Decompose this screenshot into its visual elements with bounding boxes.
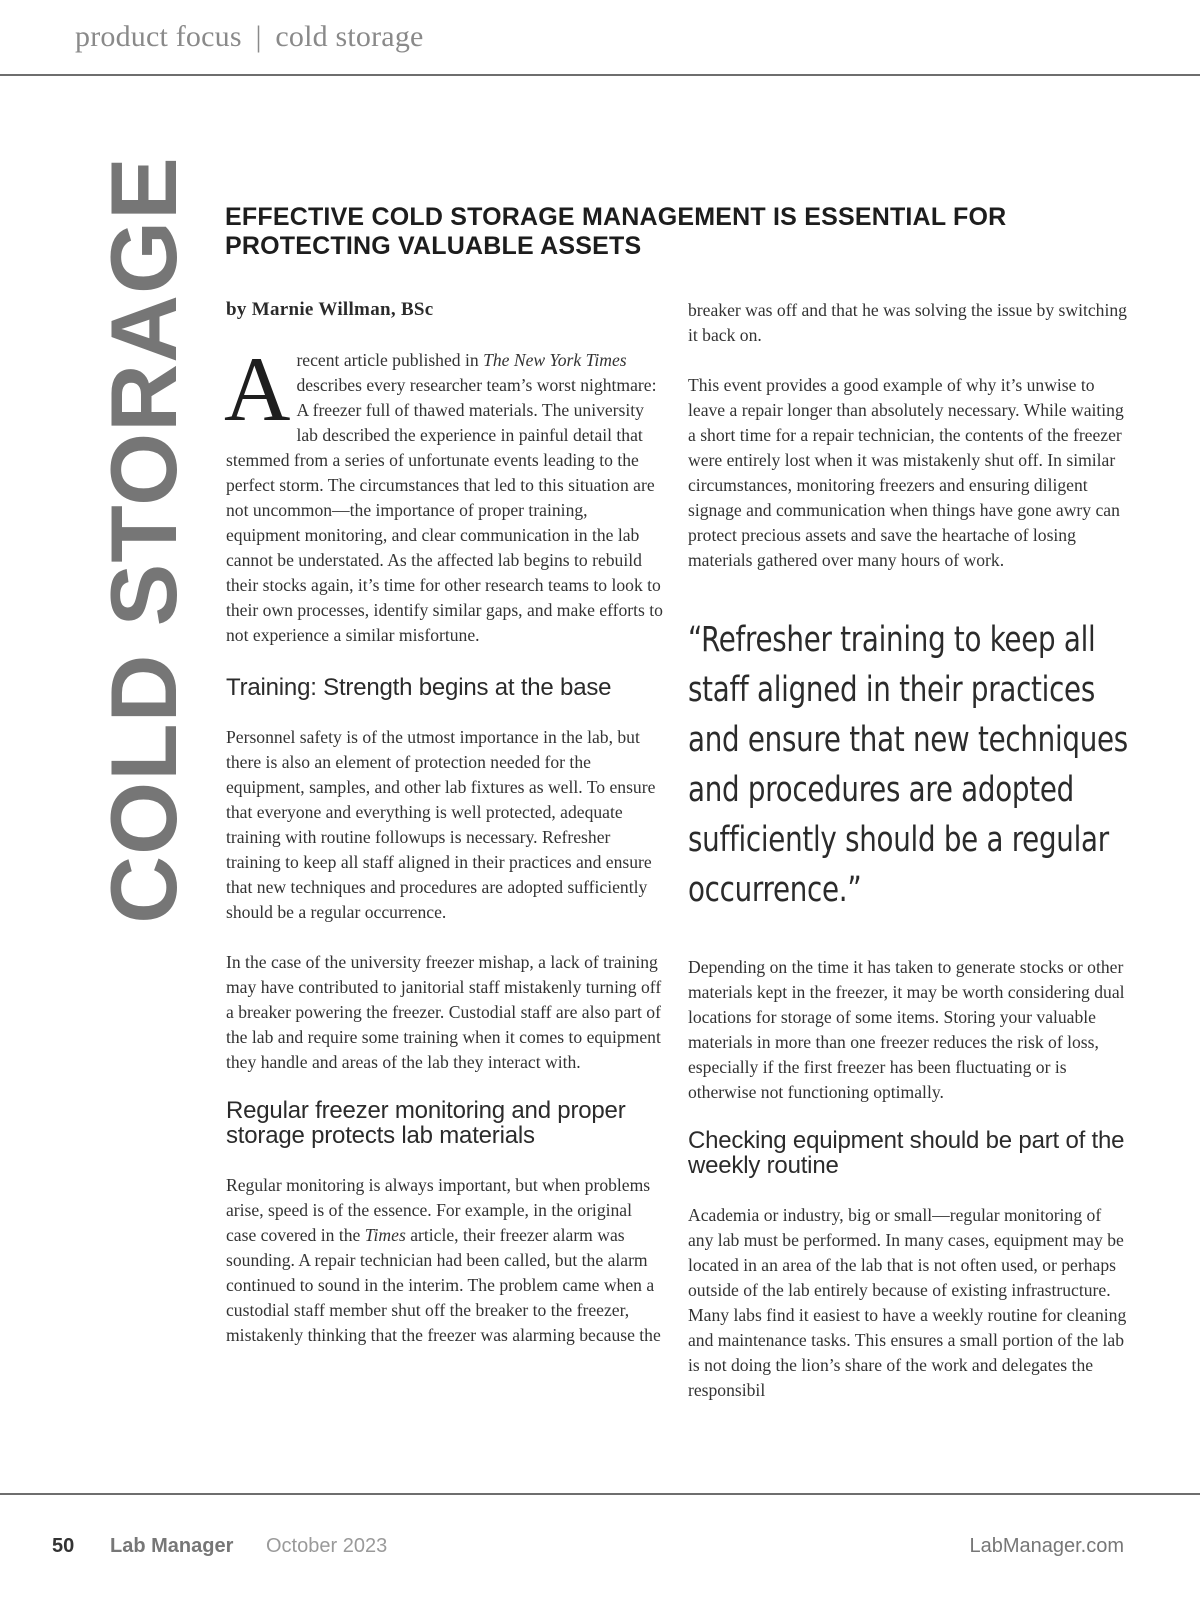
intro-publication: The New York Times — [483, 350, 627, 370]
monitoring-text-2: article, their freezer alarm was sounding. A repair technician had been called, but the alarm continued to sound in the interim. The problem came when a custodial staff member shut off the breaker to the freezer, mistakenly thinking that the freezer was alarming because the — [226, 1225, 661, 1345]
pull-quote: “Refresher training to keep all staff aligned in their practices and ensure that new techniques and procedures are adopted sufficiently should be a regular occurrence.” — [688, 620, 1128, 910]
intro-text-1: recent article published in — [296, 350, 484, 370]
article-headline: EFFECTIVE COLD STORAGE MANAGEMENT IS ESSENTIAL FOR PROTECTING VALUABLE ASSETS — [225, 203, 1007, 260]
equipment-heading: Checking equipment should be part of the weekly routine — [688, 1127, 1125, 1179]
page-footer — [0, 1535, 1200, 1565]
intro-text-2: describes every researcher team’s worst nightmare: A freezer full of thawed materials. The university lab described the experience in painful detail that stemmed from a series of unfortunate events leading to the perfect storm. The circumstances that led to this situation are not uncommon—the importance of proper training, equipment monitoring, and clear communication in the lab cannot be understated. As the affected lab begins to rebuild their stocks again, it’s time for other research teams to look to their own processes, identify similar gaps, and make efforts to not experience a similar misfortune. — [226, 375, 663, 645]
training-heading: Training: Strength begins at the base — [226, 674, 612, 701]
monitoring-text-1: Regular monitoring is always important, but when problems arise, speed is of the essence. For example, in the original case covered in the — [226, 1175, 651, 1245]
monitoring-paragraph — [226, 1173, 664, 1348]
right-paragraph-4: Academia or industry, big or small—regular monitoring of any lab must be performed. In many cases, equipment may be located in an area of the lab that is not often used, or perhaps outside of the lab entirely because of existing infrastructure. Many labs find it easiest to have a weekly routine for cleaning and maintenance tasks. This ensures a small portion of the lab is not doing the lion’s share of the work and delegates the responsibil — [688, 1205, 1127, 1400]
monitoring-publication: Times — [364, 1225, 406, 1245]
website-link[interactable]: LabManager.com — [969, 1535, 1124, 1557]
section-name: product focus — [75, 20, 242, 53]
footer-rule — [0, 1493, 1200, 1495]
training-paragraph-1: Personnel safety is of the utmost importance in the lab, but there is also an element of protection needed for the equipment, samples, and other lab fixtures as well. To ensure that everyone and everything is well protected, adequate training with routine followups is necessary. Refresher training to keep all staff aligned in their practices and ensure that new techniques and procedures are adopted sufficiently should be a regular occurrence. — [226, 727, 656, 922]
magazine-name: Lab Manager — [110, 1535, 234, 1557]
drop-cap: A — [224, 338, 291, 440]
header-separator: | — [255, 20, 262, 53]
right-paragraph-3: Depending on the time it has taken to generate stocks or other materials kept in the freezer, it may be worth considering dual locations for storage of some items. Storing your valuable materials in more than one freezer reduces the risk of loss, especially if the first freezer has been fluctuating or is otherwise not functioning optimally. — [688, 957, 1125, 1102]
training-paragraph-2: In the case of the university freezer mishap, a lack of training may have contributed to janitorial staff mistakenly turning off a breaker powering the freezer. Custodial staff are also part of the lab and require some training when it comes to equipment they handle and areas of the lab they interact with. — [226, 952, 662, 1072]
running-header — [0, 0, 1200, 75]
section-label — [75, 20, 424, 54]
right-paragraph-2: This event provides a good example of why it’s unwise to leave a repair longer than absolutely necessary. While waiting a short time for a repair technician, the contents of the freezer were entirely lost when it was mistakenly shut off. In similar circumstances, monitoring freezers and ensuring diligent signage and communication when things have gone awry can protect precious assets and save the heartache of losing materials gathered over many hours of work. — [688, 375, 1124, 570]
header-rule — [0, 74, 1200, 76]
section-topic: cold storage — [275, 20, 424, 53]
left-column — [226, 298, 664, 1348]
byline: by Marnie Willman, BSc — [226, 299, 434, 320]
intro-paragraph — [224, 338, 664, 648]
right-paragraph-1: breaker was off and that he was solving the issue by switching it back on. — [688, 300, 1127, 345]
page-number: 50 — [52, 1535, 75, 1557]
issue-date: October 2023 — [266, 1535, 388, 1557]
right-column — [688, 298, 1128, 1403]
monitoring-heading: Regular freezer monitoring and proper storage protects lab materials — [226, 1097, 626, 1149]
side-title — [91, 156, 197, 924]
side-title-text: COLD STORAGE — [91, 156, 197, 924]
